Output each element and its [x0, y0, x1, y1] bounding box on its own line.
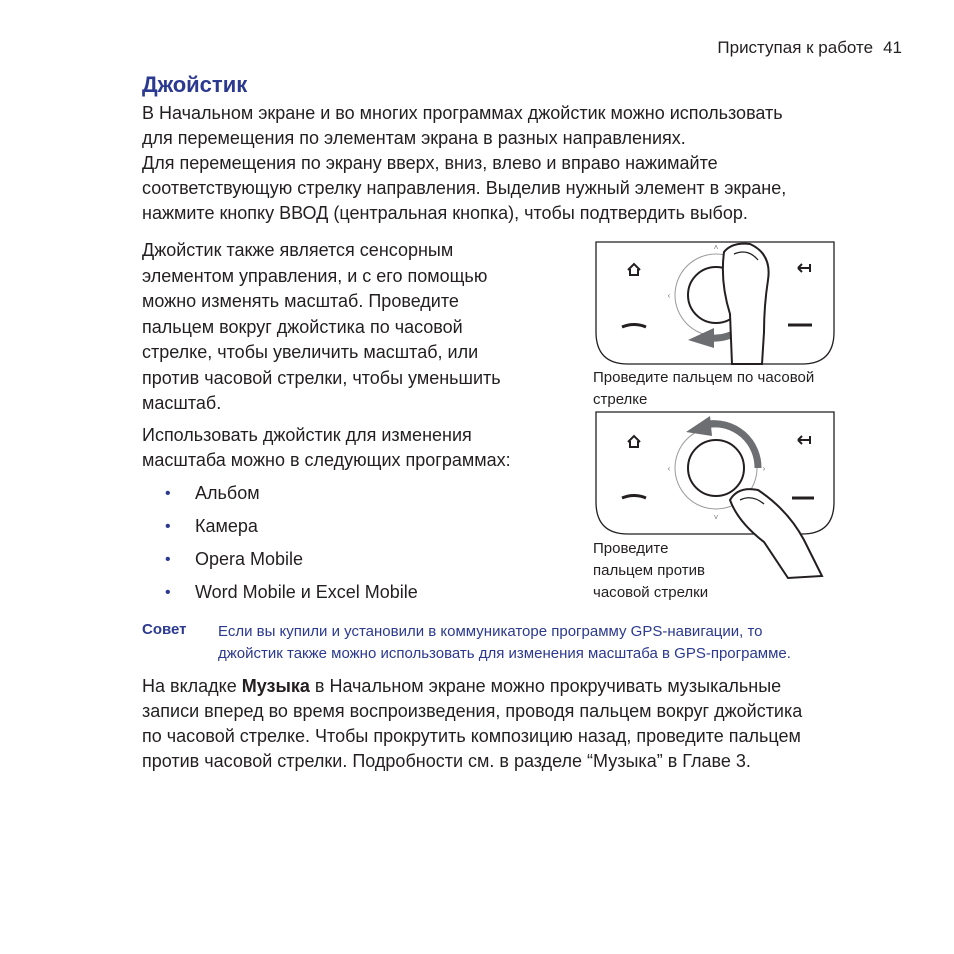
- bullet-icon: •: [165, 551, 171, 568]
- music-paragraph: На вкладке Музыка в Начальном экране можно прокручивать музыкальные записи вперед во время воспроизведения, проводя пальцем вокруг джойстика по часовой стрелке. Чтобы прокрутить композицию назад, проведите пальцем против часовой стрелки. Подробности см. в разделе “Музыка” в Главе 3.: [142, 676, 803, 771]
- list-item: • Альбом: [165, 480, 418, 513]
- apps-list: [165, 480, 418, 612]
- bullet-icon: •: [165, 584, 171, 601]
- apps-lead-paragraph: Использовать джойстик для изменения масштаба можно в следующих программах:: [142, 425, 511, 470]
- svg-text:˄: ˄: [713, 243, 719, 252]
- svg-text:‹: ‹: [667, 291, 671, 300]
- page-title: Джойстик: [142, 72, 248, 97]
- list-item: • Камера: [165, 513, 418, 546]
- svg-text:˅: ˅: [713, 513, 719, 522]
- list-item: • Word Mobile и Excel Mobile: [165, 579, 418, 612]
- running-header: [717, 38, 902, 58]
- bullet-icon: •: [165, 485, 171, 502]
- svg-text:‹: ‹: [667, 464, 671, 473]
- clockwise-caption: Проведите пальцем по часовой стрелке: [593, 369, 815, 408]
- bullet-icon: •: [165, 518, 171, 535]
- intro-paragraph: В Начальном экране и во многих программах джойстик можно использовать для перемещения по элементам экрана в разных направлениях. Для перемещения по экрану вверх, вниз, влево и вправо нажимайте соответствующую стрелку направления. Выделив нужный элемент в экране, нажмите кнопку ВВОД (центральная кнопка), чтобы подтвердить выбор.: [142, 103, 787, 223]
- page-number: 41: [883, 38, 902, 57]
- tip-label: Совет: [142, 621, 187, 638]
- list-item: • Opera Mobile: [165, 546, 418, 579]
- music-tab-name: Музыка: [241, 676, 310, 696]
- section-title: Приступая к работе: [717, 38, 874, 57]
- svg-text:›: ›: [762, 464, 766, 473]
- touch-paragraph: Джойстик также является сенсорным элементом управления, и с его помощью можно изменять масштаб. Проведите пальцем вокруг джойстика по часовой стрелке, чтобы увеличить масштаб, или против часовой стрелки, чтобы уменьшить масштаб.: [142, 240, 501, 413]
- joystick-clockwise-illustration: [592, 240, 854, 368]
- tip-text: Если вы купили и установили в коммуникаторе программу GPS-навигации, то джойстик также можно использовать для изменения масштаба в GPS-программе.: [218, 623, 791, 662]
- counterclockwise-caption: Проведите пальцем против часовой стрелки: [593, 540, 709, 601]
